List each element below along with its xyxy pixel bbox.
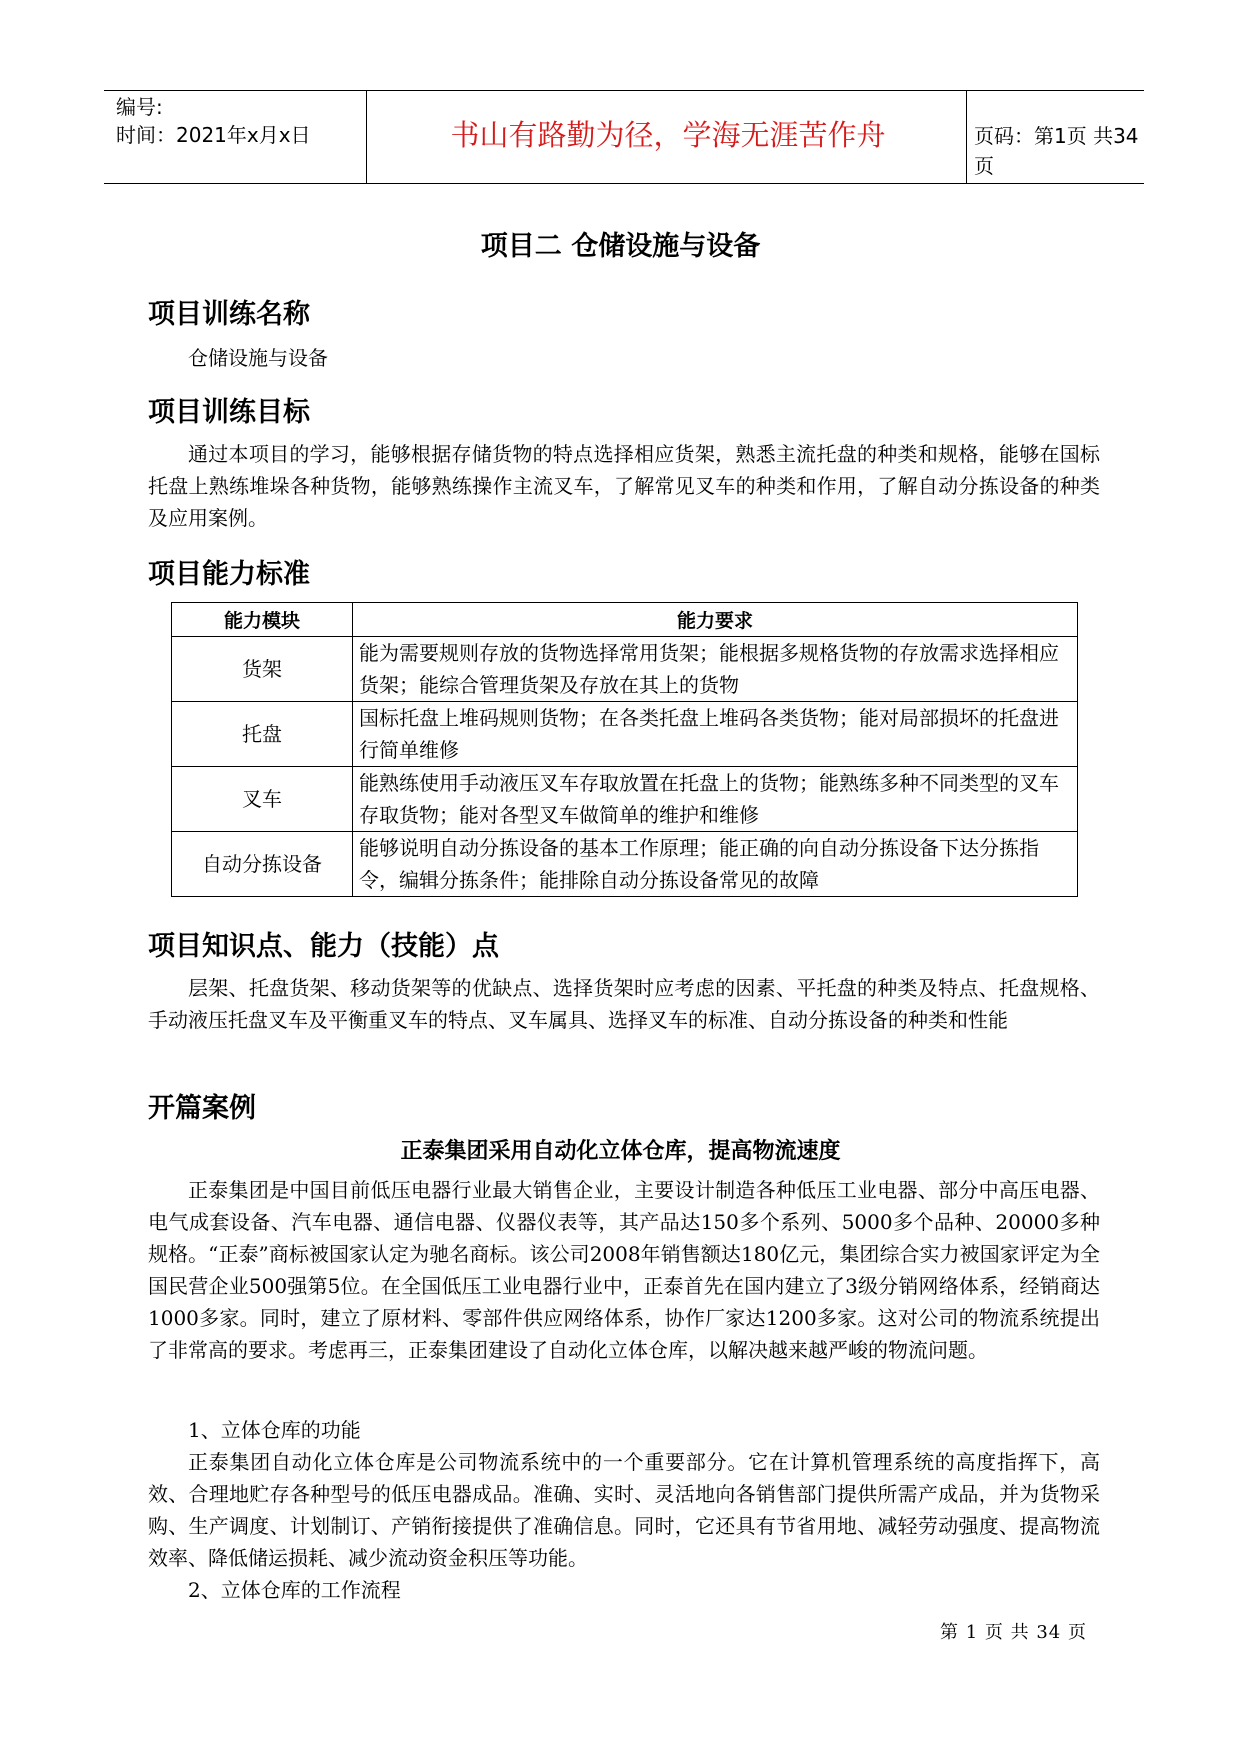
- page-footer: 第 1 页 共 34 页: [940, 1622, 1087, 1643]
- training-goal-text: 通过本项目的学习，能够根据存储货物的特点选择相应货架，熟悉主流托盘的种类和规格，能够在国标托盘上熟练堆垛各种货物，能够熟练操作主流叉车，了解常见叉车的种类和作用，了解自动分拣设备的种类及应用案例。: [148, 442, 1100, 530]
- table-cell-requirement: 国标托盘上堆码规则货物；在各类托盘上堆码各类货物；能对局部损坏的托盘进行简单维修: [353, 702, 1078, 767]
- heading-ability-standard: 项目能力标准: [148, 559, 310, 590]
- table-header-row: [172, 603, 1078, 637]
- heading-training-goal: 项目训练目标: [148, 397, 310, 428]
- ability-table: [171, 602, 1078, 897]
- table-cell-module: 托盘: [172, 702, 353, 767]
- table-cell-module: 自动分拣设备: [172, 832, 353, 897]
- table-cell-module: 货架: [172, 637, 353, 702]
- header-divider-left: [366, 91, 367, 183]
- header-page-label: 页码：第1页 共34页: [974, 124, 1139, 178]
- table-header-module: 能力模块: [172, 603, 353, 637]
- heading-opening-case: 开篇案例: [148, 1093, 256, 1124]
- document-title: 项目二 仓储设施与设备: [480, 231, 761, 262]
- table-cell-module: 叉车: [172, 767, 353, 832]
- heading-knowledge-points: 项目知识点、能力（技能）点: [148, 931, 499, 962]
- table-row: [172, 832, 1078, 897]
- case-paragraph-2: 正泰集团自动化立体仓库是公司物流系统中的一个重要部分。它在计算机管理系统的高度指挥下，高效、合理地贮存各种型号的低压电器成品。准确、实时、灵活地向各销售部门提供所需产成品，并为货物采购、生产调度、计划制订、产销衔接提供了准确信息。同时，它还具有节省用地、减轻劳动强度、提高物流效率、降低储运损耗、减少流动资金积压等功能。: [148, 1450, 1100, 1570]
- case-item-2: 2、立体仓库的工作流程: [188, 1578, 401, 1602]
- table-cell-requirement: 能熟练使用手动液压叉车存取放置在托盘上的货物；能熟练多种不同类型的叉车存取货物；能对各型叉车做简单的维护和维修: [353, 767, 1078, 832]
- table-row: [172, 767, 1078, 832]
- table-header-requirement: 能力要求: [353, 603, 1078, 637]
- case-item-1: 1、立体仓库的功能: [188, 1418, 361, 1442]
- page-header: [104, 90, 1144, 184]
- table-cell-requirement: 能为需要规则存放的货物选择常用货架；能根据多规格货物的存放需求选择相应货架；能综合管理货架及存放在其上的货物: [353, 637, 1078, 702]
- document-number-label: 编号:: [116, 95, 163, 119]
- training-name-text: 仓储设施与设备: [188, 346, 328, 370]
- header-divider-right: [966, 91, 967, 183]
- case-title: 正泰集团采用自动化立体仓库，提高物流速度: [400, 1139, 841, 1164]
- document-time-label: 时间：2021年x月x日: [116, 123, 311, 147]
- header-motto: 书山有路勤为径，学海无涯苦作舟: [450, 118, 886, 152]
- table-row: [172, 637, 1078, 702]
- knowledge-points-text: 层架、托盘货架、移动货架等的优缺点、选择货架时应考虑的因素、平托盘的种类及特点、托盘规格、手动液压托盘叉车及平衡重叉车的特点、叉车属具、选择叉车的标准、自动分拣设备的种类和性能: [148, 976, 1100, 1032]
- header-info: [116, 93, 366, 149]
- table-cell-requirement: 能够说明自动分拣设备的基本工作原理；能正确的向自动分拣设备下达分拣指令，编辑分拣条件；能排除自动分拣设备常见的故障: [353, 832, 1078, 897]
- case-paragraph-1: 正泰集团是中国目前低压电器行业最大销售企业，主要设计制造各种低压工业电器、部分中高压电器、电气成套设备、汽车电器、通信电器、仪器仪表等，其产品达150多个系列、5000多个品种、20000多种规格。“正泰”商标被国家认定为驰名商标。该公司2008年销售额达180亿元，集团综合实力被国家评定为全国民营企业500强第5位。在全国低压工业电器行业中，正泰首先在国内建立了3级分销网络体系，经销商达1000多家。同时，建立了原材料、零部件供应网络体系，协作厂家达1200多家。这对公司的物流系统提出了非常高的要求。考虑再三，正泰集团建设了自动化立体仓库，以解决越来越严峻的物流问题。: [148, 1178, 1100, 1362]
- table-row: [172, 702, 1078, 767]
- heading-training-name: 项目训练名称: [148, 299, 310, 330]
